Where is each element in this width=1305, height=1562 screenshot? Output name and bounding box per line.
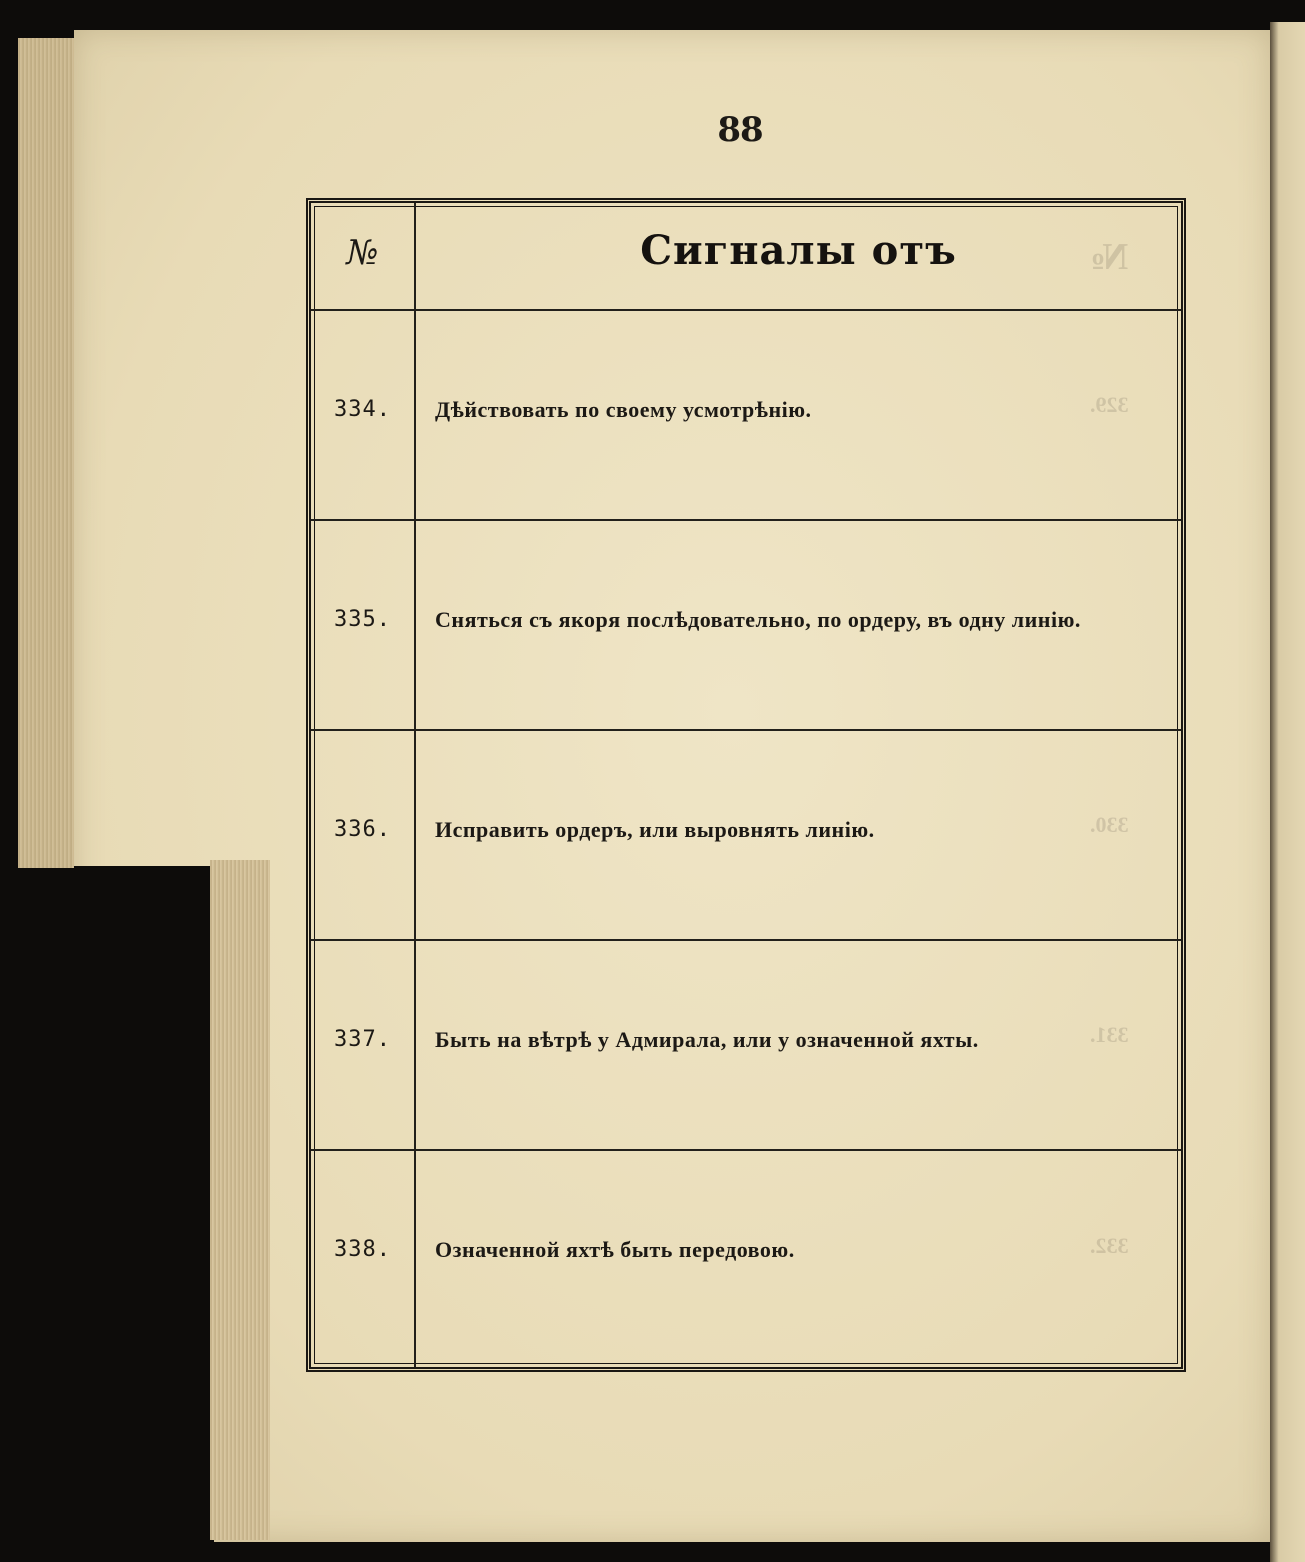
- book-page-edges-left: [18, 38, 78, 868]
- bleed-through-mark: 330.: [1090, 812, 1129, 837]
- signal-text: Быть на вѣтрѣ у Адмирала, или у означенной яхты.: [435, 1027, 979, 1052]
- signal-number: 337.: [334, 1027, 391, 1052]
- page-number: 88: [717, 110, 763, 150]
- table-row: [311, 731, 1181, 941]
- bleed-through-mark: 332.: [1090, 1233, 1129, 1258]
- table-header-row: [311, 203, 1181, 311]
- signal-number: 336.: [334, 817, 391, 842]
- signals-table: [306, 198, 1186, 1372]
- table-title: Сигналы отъ: [640, 227, 957, 274]
- background-shadow: [74, 866, 214, 1546]
- signal-number: 338.: [334, 1237, 391, 1262]
- table-row: [311, 311, 1181, 521]
- table-row: [311, 521, 1181, 731]
- signal-text: Сняться съ якоря послѣдовательно, по ордеру, въ одну линію.: [435, 607, 1081, 632]
- signal-text: Дѣйствовать по своему усмотрѣнію.: [435, 397, 812, 422]
- signal-text: Означенной яхтѣ быть передовою.: [435, 1237, 795, 1262]
- signal-number: 334.: [334, 397, 391, 422]
- bleed-through-mark: 329.: [1090, 392, 1129, 417]
- number-sign-heading: №: [346, 233, 379, 273]
- table-row: [311, 941, 1181, 1151]
- signal-text: Исправить ордеръ, или выровнять линію.: [435, 817, 875, 842]
- book-page-edges-bottom: [210, 860, 270, 1540]
- signal-number: 335.: [334, 607, 391, 632]
- bleed-through-mark: 331.: [1090, 1022, 1129, 1047]
- table-row: [311, 1151, 1181, 1357]
- adjacent-page-edge: [1270, 22, 1305, 1562]
- bleed-through-mark: №: [1090, 236, 1129, 278]
